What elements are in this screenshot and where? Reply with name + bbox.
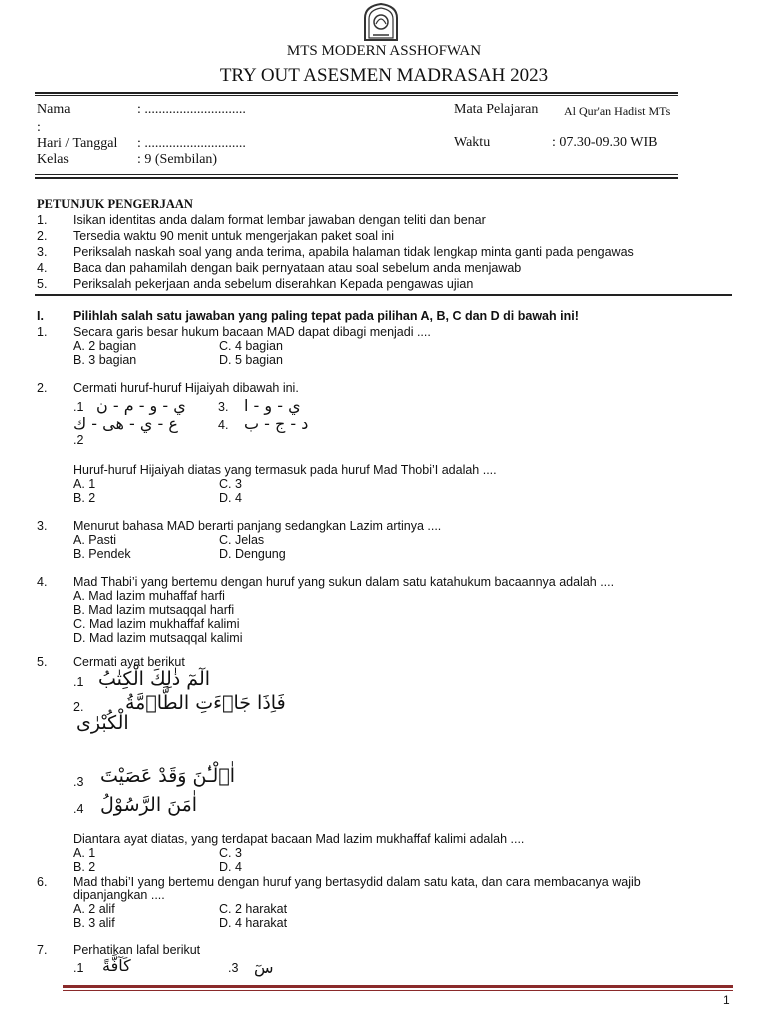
q7-item-1-arabic: كَآفَّةً: [102, 956, 131, 975]
q1-option-b[interactable]: B. 3 bagian: [73, 353, 137, 367]
instruction-num-1: 1.: [37, 213, 48, 227]
nama-colon: :: [37, 120, 41, 135]
section-num: I.: [37, 309, 44, 323]
q1-text: Secara garis besar hukum bacaan MAD dapat dibagi menjadi ....: [73, 325, 431, 339]
q3-option-a[interactable]: A. Pasti: [73, 533, 117, 547]
q6-option-a[interactable]: A. 2 alif: [73, 902, 115, 916]
q5-number: 5.: [37, 655, 48, 669]
header-divider-top: [35, 92, 678, 94]
q3-text: Menurut bahasa MAD berarti panjang sedangkan Lazim artinya ....: [73, 519, 442, 533]
q2-item-3-num: 3.: [218, 400, 229, 414]
q3-option-c[interactable]: C. Jelas: [219, 533, 265, 547]
q5-verse-2-arabic-cont: الْكُبْرٰى: [76, 712, 129, 734]
q5-verse-4-num: .4: [73, 802, 84, 816]
q7-item-3-arabic: سٓ: [254, 958, 274, 977]
q6-option-c[interactable]: C. 2 harakat: [219, 902, 288, 916]
q2-item-3-arabic: ي - و - ا: [244, 396, 301, 415]
instructions-divider: [35, 294, 732, 296]
instruction-text-2: Tersedia waktu 90 menit untuk mengerjakan paket soal ini: [73, 229, 395, 243]
q6-number: 6.: [37, 875, 48, 889]
q7-number: 7.: [37, 943, 48, 957]
instruction-text-4: Baca dan pahamilah dengan baik pernyataan atau soal sebelum anda menjawab: [73, 261, 522, 275]
instruction-num-5: 5.: [37, 277, 48, 291]
mapel-value: Al Qur'an Hadist MTs: [564, 104, 671, 118]
q2-option-c[interactable]: C. 3: [219, 477, 242, 491]
q5-question: Diantara ayat diatas, yang terdapat bacaan Mad lazim mukhaffaf kalimi adalah ....: [73, 832, 525, 846]
q5-option-d[interactable]: D. 4: [219, 860, 242, 874]
q4-option-a[interactable]: A. Mad lazim muhaffaf harfi: [73, 589, 225, 603]
hari-field[interactable]: : .............................: [137, 136, 246, 151]
q2-item-4-arabic: د - ج - ب: [244, 414, 309, 433]
q5-text: Cermati ayat berikut: [73, 655, 185, 669]
q4-option-d[interactable]: D. Mad lazim mutsaqqal kalimi: [73, 631, 243, 645]
q2-number: 2.: [37, 381, 48, 395]
q2-item-2-num: .2: [73, 433, 84, 447]
q1-option-c[interactable]: C. 4 bagian: [219, 339, 283, 353]
q4-text: Mad Thabi’i yang bertemu dengan huruf yang sukun dalam satu katahukum bacaannya adalah ....: [73, 575, 615, 589]
q5-verse-2-num: 2.: [73, 700, 84, 714]
waktu-label: Waktu: [454, 135, 491, 150]
q2-text: Cermati huruf-huruf Hijaiyah dibawah ini.: [73, 381, 299, 395]
header-divider-bottom-thin: [35, 174, 678, 175]
q4-option-b[interactable]: B. Mad lazim mutsaqqal harfi: [73, 603, 235, 617]
q3-option-b[interactable]: B. Pendek: [73, 547, 131, 561]
instruction-text-3: Periksalah naskah soal yang anda terima, apabila halaman tidak lengkap minta ganti pada pengawas: [73, 245, 634, 259]
instruction-text-1: Isikan identitas anda dalam format lembar jawaban dengan teliti dan benar: [73, 213, 486, 227]
q7-text: Perhatikan lafal berikut: [73, 943, 201, 957]
exam-title: TRY OUT ASESMEN MADRASAH 2023: [219, 65, 549, 86]
q6-option-d[interactable]: D. 4 harakat: [219, 916, 288, 930]
instruction-text-5: Periksalah pekerjaan anda sebelum diserahkan Kepada pengawas ujian: [73, 277, 474, 291]
kelas-label: Kelas: [37, 152, 69, 167]
q5-option-a[interactable]: A. 1: [73, 846, 96, 860]
q3-option-d[interactable]: D. Dengung: [219, 547, 286, 561]
nama-label: Nama: [37, 102, 71, 117]
q2-question: Huruf-huruf Hijaiyah diatas yang termasuk pada huruf Mad Thobi’I adalah ....: [73, 463, 497, 477]
q5-verse-1-num: .1: [73, 675, 84, 689]
footer-divider: [63, 985, 733, 988]
kelas-value: : 9 (Sembilan): [137, 152, 218, 167]
instruction-num-4: 4.: [37, 261, 48, 275]
hari-label: Hari / Tanggal: [37, 136, 118, 151]
q4-number: 4.: [37, 575, 48, 589]
school-logo-icon: [360, 2, 402, 42]
q5-verse-3-num: .3: [73, 775, 84, 789]
q2-option-a[interactable]: A. 1: [73, 477, 96, 491]
q4-option-c[interactable]: C. Mad lazim mukhaffaf kalimi: [73, 617, 240, 631]
q3-number: 3.: [37, 519, 48, 533]
q2-option-b[interactable]: B. 2: [73, 491, 96, 505]
q2-item-4-num: 4.: [218, 418, 229, 432]
q6-text: Mad thabi’I yang bertemu dengan huruf yang bertasydid dalam satu kata, dan cara membacanya wajib: [73, 875, 641, 889]
q2-item-2-arabic: ع - ي - هى - ك: [73, 414, 178, 433]
q5-verse-4-arabic: اٰمَنَ الرَّسُوْلُ: [100, 794, 198, 816]
q5-option-b[interactable]: B. 2: [73, 860, 96, 874]
mapel-label: Mata Pelajaran: [454, 102, 539, 117]
q1-option-a[interactable]: A. 2 bagian: [73, 339, 137, 353]
section-title: Pilihlah salah satu jawaban yang paling tepat pada pilihan A, B, C dan D di bawah ini!: [73, 309, 579, 323]
nama-field[interactable]: : .............................: [137, 102, 246, 117]
q2-option-d[interactable]: D. 4: [219, 491, 242, 505]
footer-divider-thin: [63, 990, 733, 991]
q5-option-c[interactable]: C. 3: [219, 846, 242, 860]
q1-number: 1.: [37, 325, 48, 339]
q5-verse-1-arabic: الٓمٓ ذٰلِكَ الْكِتٰبُ: [98, 668, 211, 690]
instructions-title: PETUNJUK PENGERJAAN: [37, 197, 193, 211]
q5-verse-2-arabic: فَاِذَا جَاۤءَتِ الطَّاۤمَّةُ: [125, 692, 286, 714]
header-divider-bottom: [35, 177, 678, 179]
q7-item-3-num: .3: [228, 961, 239, 975]
waktu-value: : 07.30-09.30 WIB: [552, 135, 658, 150]
q5-verse-3-arabic: اٰۤلْـٰٔنَ وَقَدْ عَصَيْتَ: [100, 765, 236, 787]
q1-option-d[interactable]: D. 5 bagian: [219, 353, 283, 367]
school-name: MTS MODERN ASSHOFWAN: [286, 43, 482, 59]
header-divider-top-thin: [35, 95, 678, 96]
instruction-num-3: 3.: [37, 245, 48, 259]
q6-option-b[interactable]: B. 3 alif: [73, 916, 115, 930]
q2-item-1-num: .1: [73, 400, 84, 414]
q7-item-1-num: .1: [73, 961, 84, 975]
page-number: 1: [723, 993, 730, 1007]
q2-item-1-arabic: ي - و - م - ن: [96, 396, 186, 415]
q6-text-cont: dipanjangkan ....: [73, 888, 165, 902]
instruction-num-2: 2.: [37, 229, 48, 243]
